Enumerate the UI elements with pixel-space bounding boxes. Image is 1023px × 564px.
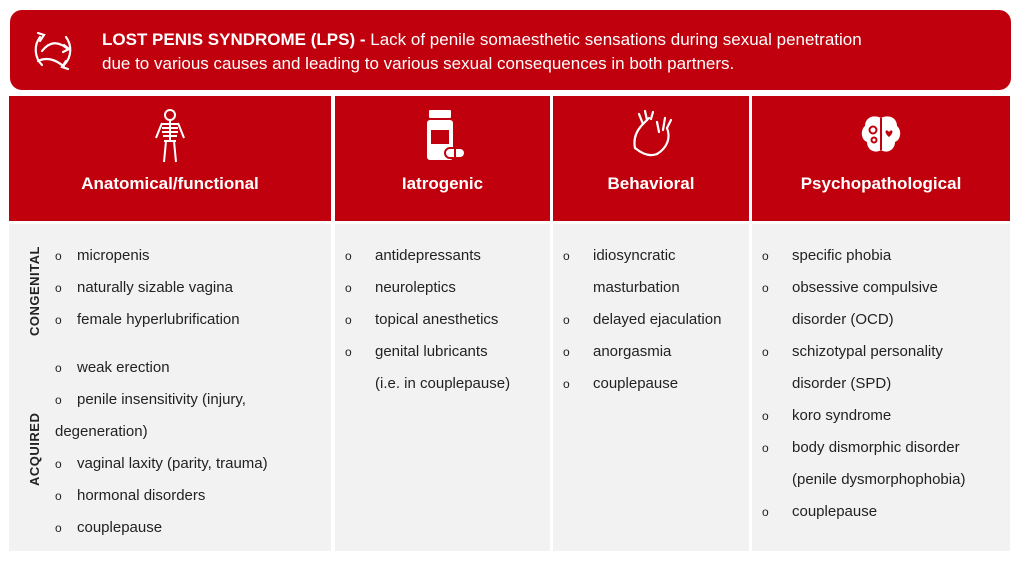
bullet-icon: o bbox=[55, 313, 62, 327]
list-item: o couplepause bbox=[762, 496, 965, 528]
psychopathological-column bbox=[752, 224, 1010, 551]
acquired-label: ACQUIRED bbox=[27, 412, 42, 486]
circular-arrows-icon bbox=[28, 27, 78, 75]
list-item: o schizotypal personality disorder (SPD) bbox=[762, 336, 965, 400]
category-label: Iatrogenic bbox=[401, 174, 484, 193]
syndrome-title: LOST PENIS SYNDROME (LPS) - bbox=[102, 30, 366, 49]
list-item: o penile insensitivity (injury, degeneration) bbox=[55, 384, 268, 448]
bullet-icon: o bbox=[345, 345, 352, 359]
behavioral-list bbox=[563, 240, 721, 400]
category-psychopathological bbox=[752, 96, 1010, 221]
bullet-icon: o bbox=[55, 521, 62, 535]
bullet-icon: o bbox=[762, 345, 769, 359]
causes-body-row bbox=[9, 224, 1010, 551]
category-label: Anatomical/functional bbox=[81, 174, 259, 193]
list-item: o specific phobia bbox=[762, 240, 965, 272]
list-item: o topical anesthetics bbox=[345, 304, 510, 336]
pill-bottle-icon bbox=[419, 108, 467, 164]
bullet-icon: o bbox=[345, 249, 352, 263]
category-behavioral bbox=[553, 96, 749, 221]
category-iatrogenic bbox=[335, 96, 550, 221]
iatrogenic-list bbox=[345, 240, 510, 400]
list-item: o couplepause bbox=[563, 368, 721, 400]
congenital-label: CONGENITAL bbox=[27, 246, 42, 336]
category-label: Behavioral bbox=[607, 174, 695, 193]
list-item: o neuroleptics bbox=[345, 272, 510, 304]
list-item: o vaginal laxity (parity, trauma) bbox=[55, 448, 268, 480]
bullet-icon: o bbox=[345, 313, 352, 327]
category-label: Psychopathological bbox=[800, 174, 962, 193]
list-item: o naturally sizable vagina bbox=[55, 272, 240, 304]
behavioral-column bbox=[553, 224, 749, 551]
bullet-icon: o bbox=[55, 393, 62, 407]
bullet-icon: o bbox=[762, 441, 769, 455]
list-item: o female hyperlubrification bbox=[55, 304, 240, 336]
bullet-icon: o bbox=[55, 281, 62, 295]
bullet-icon: o bbox=[762, 249, 769, 263]
psychopathological-list bbox=[762, 240, 965, 528]
list-item: o antidepressants bbox=[345, 240, 510, 272]
list-item: o body dismorphic disorder (penile dysmorphophobia) bbox=[762, 432, 965, 496]
bullet-icon: o bbox=[762, 281, 769, 295]
list-item: o obsessive compulsive disorder (OCD) bbox=[762, 272, 965, 336]
bullet-icon: o bbox=[55, 457, 62, 471]
list-item: o micropenis bbox=[55, 240, 240, 272]
list-item: o delayed ejaculation bbox=[563, 304, 721, 336]
skeleton-icon bbox=[146, 108, 194, 164]
bullet-icon: o bbox=[55, 361, 62, 375]
brain-icon bbox=[857, 108, 905, 164]
bullet-icon: o bbox=[563, 377, 570, 391]
category-header-row bbox=[9, 96, 1010, 221]
category-anatomical bbox=[9, 96, 331, 221]
list-item: o koro syndrome bbox=[762, 400, 965, 432]
list-item: o weak erection bbox=[55, 352, 268, 384]
list-item: o couplepause bbox=[55, 512, 268, 544]
bullet-icon: o bbox=[345, 281, 352, 295]
bullet-icon: o bbox=[563, 249, 570, 263]
title-banner bbox=[10, 10, 1011, 90]
iatrogenic-column bbox=[335, 224, 550, 551]
list-item: o genital lubricants (i.e. in couplepause) bbox=[345, 336, 510, 400]
list-item: o anorgasmia bbox=[563, 336, 721, 368]
list-item: o idiosyncratic masturbation bbox=[563, 240, 721, 304]
hands-icon bbox=[627, 108, 675, 164]
bullet-icon: o bbox=[563, 313, 570, 327]
syndrome-description-1: Lack of penile somaesthetic sensations during sexual penetration bbox=[370, 30, 862, 49]
bullet-icon: o bbox=[563, 345, 570, 359]
bullet-icon: o bbox=[55, 249, 62, 263]
anatomical-column bbox=[9, 224, 331, 551]
acquired-list bbox=[55, 352, 268, 544]
congenital-list bbox=[55, 240, 240, 336]
list-item: o hormonal disorders bbox=[55, 480, 268, 512]
banner-text bbox=[102, 28, 982, 76]
bullet-icon: o bbox=[762, 505, 769, 519]
bullet-icon: o bbox=[55, 489, 62, 503]
bullet-icon: o bbox=[762, 409, 769, 423]
syndrome-description-2: due to various causes and leading to various sexual consequences in both partners. bbox=[102, 54, 735, 73]
